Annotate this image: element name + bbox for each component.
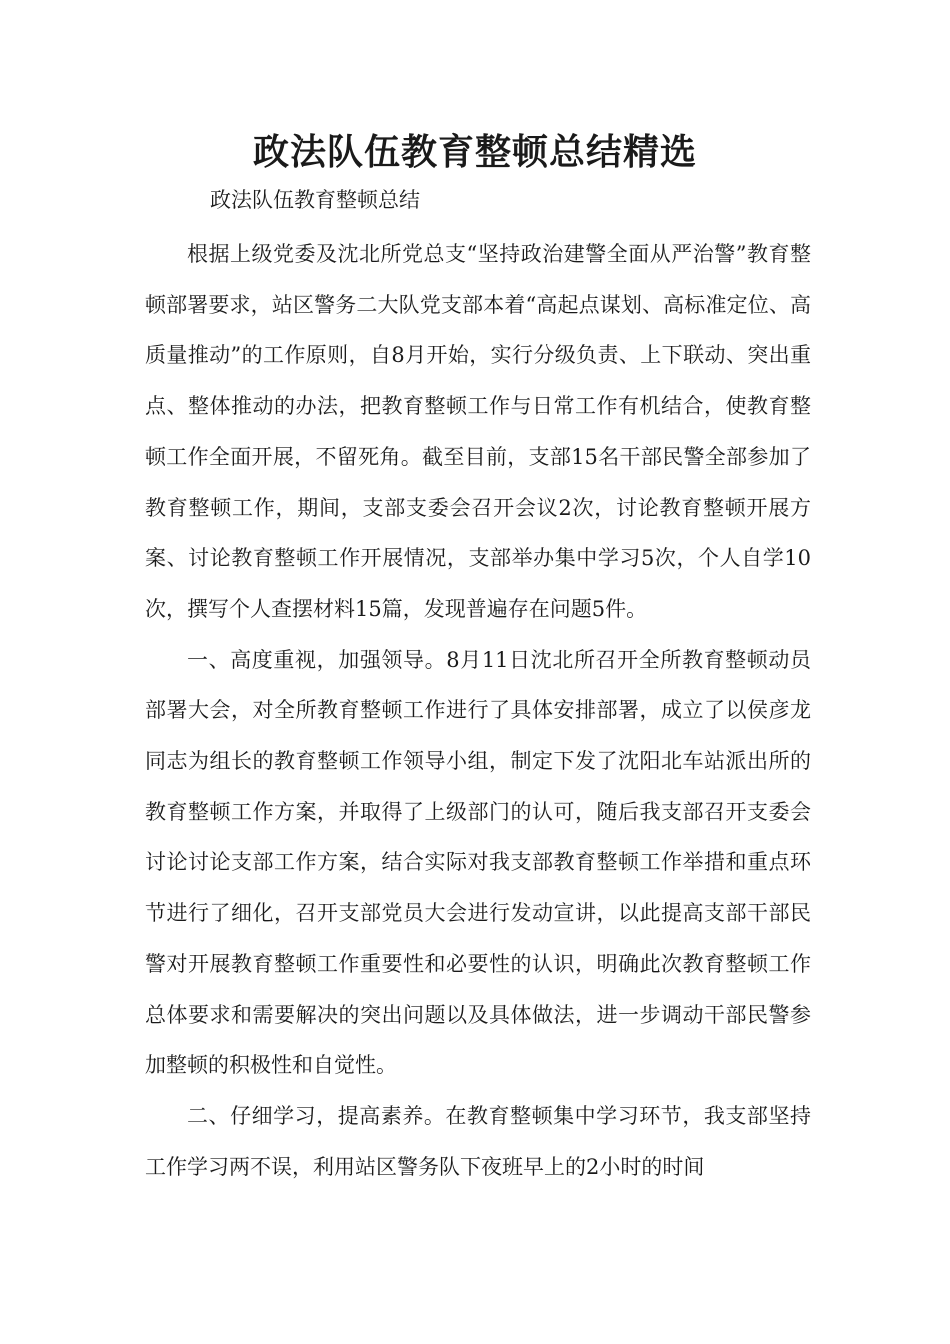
document-subtitle: 政法队伍教育整顿总结 <box>210 188 420 212</box>
paragraph-section-1: 一、高度重视，加强领导。8月11日沈北所召开全所教育整顿动员部署大会，对全所教育整顿工作进行了具体安排部署，成立了以侯彦龙同志为组长的教育整顿工作领导小组，制定下发了沈阳北车站派出所的教育整顿工作方案，并取得了上级部门的认可，随后我支部召开支委会讨论讨论支部工作方案，结合实际对我支部教育整顿工作举措和重点环节进行了细化，召开支部党员大会进行发动宣讲，以此提高支部干部民警对开展教育整顿工作重要性和必要性的认识，明确此次教育整顿工作总体要求和需要解决的突出问题以及具体做法，进一步调动干部民警参加整顿的积极性和自觉性。 <box>145 647 811 1078</box>
paragraph-section-2: 二、仔细学习，提高素养。在教育整顿集中学习环节，我支部坚持工作学习两不误，利用站区警务队下夜班早上的2小时的时间 <box>145 1103 811 1179</box>
document-title: 政法队伍教育整顿总结精选 <box>252 132 697 173</box>
paragraph-intro: 根据上级党委及沈北所党总支“坚持政治建警全面从严治警”教育整顿部署要求，站区警务二大队党支部本着“高起点谋划、高标准定位、高质量推动”的工作原则，自8月开始，实行分级负责、上下联动、突出重点、整体推动的办法，把教育整顿工作与日常工作有机结合，使教育整顿工作全面开展，不留死角。截至目前，支部15名干部民警全部参加了教育整顿工作，期间，支部支委会召开会议2次，讨论教育整顿开展方案、讨论教育整顿工作开展情况，支部举办集中学习5次，个人自学10次，撰写个人查摆材料15篇，发现普遍存在问题5件。 <box>145 242 811 621</box>
document-body <box>145 229 811 1192</box>
